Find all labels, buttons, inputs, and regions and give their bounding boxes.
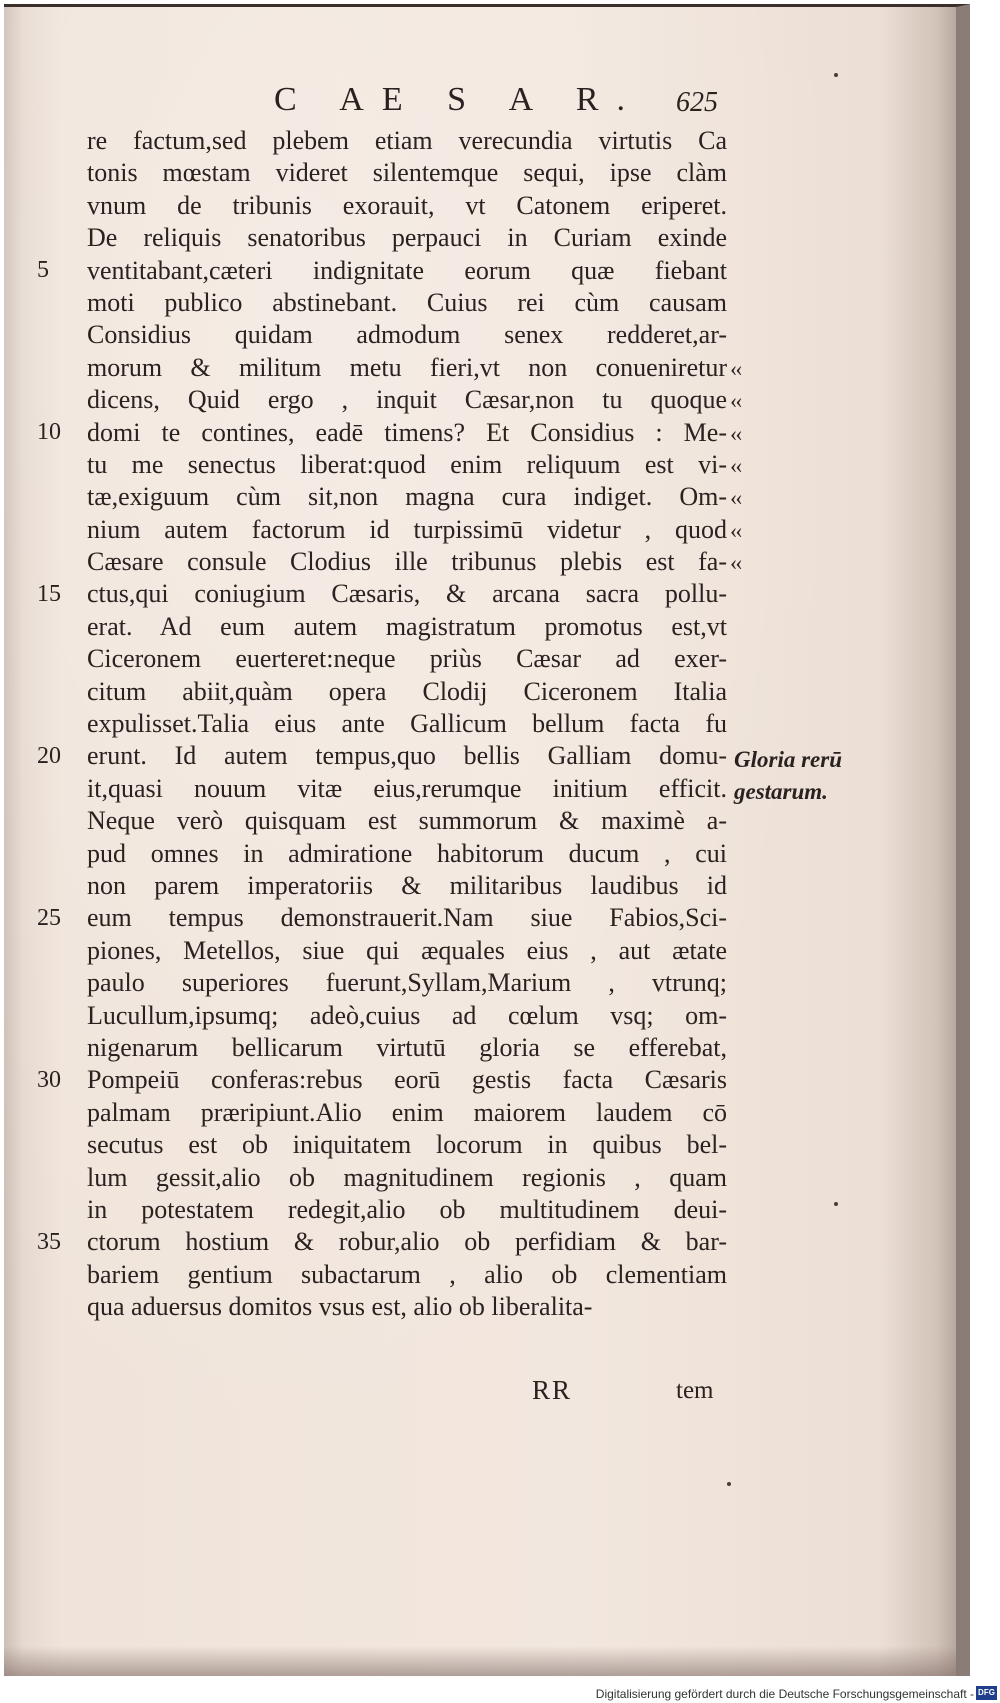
line-number: 5 (37, 256, 49, 283)
text-line: paulo superiores fuerunt,Syllam,Marium , vtrunq; (87, 968, 727, 998)
running-head: C AE S A R. (274, 81, 644, 118)
footer-credit: Digitalisierung gefördert durch die Deutsche Forschungsgemeinschaft - (595, 1687, 974, 1701)
quotation-mark: ‹‹ (730, 485, 741, 511)
text-line: in potestatem redegit,alio ob multitudinem deui- (87, 1194, 727, 1224)
text-line: erunt. Id autem tempus,quo bellis Galliam domu- (87, 741, 727, 771)
text-line: Lucullum,ipsumq; adeò,cuius ad cœlum vsq; om- (87, 1000, 727, 1030)
text-line: palmam præripiunt.Alio enim maiorem laudem cō (87, 1097, 727, 1127)
text-line: moti publico abstinebant. Cuius rei cùm causam (87, 287, 727, 317)
line-number: 25 (37, 904, 61, 931)
text-line: vnum de tribunis exorauit, vt Catonem eriperet. (87, 190, 727, 220)
main-text-block (87, 125, 727, 1323)
line-number: 15 (37, 580, 61, 607)
page-header (4, 81, 956, 125)
text-line: domi te contines, eadē timens? Et Considius : Me- (87, 417, 727, 447)
text-line: Pompeiū conferas:rebus eorū gestis facta Cæsaris (87, 1065, 727, 1095)
line-number: 30 (37, 1066, 61, 1093)
dfg-logo: DFG (976, 1686, 997, 1700)
marginal-note-line: Gloria rerū (734, 747, 842, 772)
text-line: De reliquis senatoribus perpauci in Curiam exinde (87, 223, 727, 253)
text-line: Cæsare consule Clodius ille tribunus plebis est fa- (87, 547, 727, 577)
line-number: 10 (37, 418, 61, 445)
quotation-mark: ‹‹ (730, 550, 741, 576)
text-line: dicens, Quid ergo , inquit Cæsar,non tu quoque (87, 385, 727, 415)
text-line: morum & militum metu fieri,vt non conueniretur (87, 352, 727, 382)
text-line: ctorum hostium & robur,alio ob perfidiam & bar- (87, 1227, 727, 1257)
marginal-note-line: gestarum. (734, 779, 828, 804)
text-line: pud omnes in admiratione habitorum ducum , cui (87, 838, 727, 868)
text-line: ventitabant,cæteri indignitate eorum quæ fiebant (87, 255, 727, 285)
text-line: tu me senectus liberat:quod enim reliquum est vi- (87, 449, 727, 479)
page-number: 625 (676, 87, 718, 118)
line-number: 20 (37, 742, 61, 769)
text-line: erat. Ad eum autem magistratum promotus est,vt (87, 611, 727, 641)
quotation-mark: ‹‹ (730, 420, 741, 446)
text-line: Considius quidam admodum senex redderet,ar- (87, 320, 727, 350)
text-line: ctus,qui coniugium Cæsaris, & arcana sacra pollu- (87, 579, 727, 609)
marginal-note (734, 744, 842, 808)
line-number: 35 (37, 1228, 61, 1255)
text-line: qua aduersus domitos vsus est, alio ob liberalita- (87, 1292, 593, 1322)
text-line: nium autem factorum id turpissimū videtur , quod (87, 514, 727, 544)
digitization-footer (0, 1686, 1000, 1703)
ink-speck (834, 1202, 838, 1206)
text-line: secutus est ob iniquitatem locorum in quibus bel- (87, 1130, 727, 1160)
text-line: bariem gentium subactarum , alio ob clementiam (87, 1259, 727, 1289)
quotation-mark: ‹‹ (730, 355, 741, 381)
text-line: tonis mœstam videret silentemque sequi, ipse clàm (87, 158, 727, 188)
quotation-mark: ‹‹ (730, 453, 741, 478)
signature-mark: RR (532, 1375, 573, 1405)
text-line: nigenarum bellicarum virtutū gloria se efferebat, (87, 1032, 727, 1062)
text-line: eum tempus demonstrauerit.Nam siue Fabios,Sci- (87, 903, 727, 933)
ink-speck (834, 73, 838, 77)
text-line: it,quasi nouum vitæ eius,rerumque initium efficit. (87, 773, 727, 803)
text-line: Ciceronem euerteret:neque priùs Cæsar ad exer- (87, 644, 727, 674)
text-line: lum gessit,alio ob magnitudinem regionis , quam (87, 1162, 727, 1192)
text-line: tæ,exiguum cùm sit,non magna cura indiget. Om- (87, 482, 727, 512)
text-line: piones, Metellos, siue qui æquales eius , aut ætate (87, 935, 727, 965)
text-line: citum abiit,quàm opera Clodij Ciceronem Italia (87, 676, 727, 706)
book-page (4, 4, 970, 1676)
page-edge-shadow (4, 1646, 956, 1676)
ink-speck (727, 1482, 731, 1486)
quotation-mark: ‹‹ (730, 388, 741, 414)
catchword: tem (676, 1377, 714, 1404)
quotation-mark: ‹‹ (730, 517, 741, 543)
text-line: Neque verò quisquam est summorum & maximè a- (87, 806, 727, 836)
text-line: re factum,sed plebem etiam verecundia virtutis Ca (87, 126, 727, 155)
text-line: expulisset.Talia eius ante Gallicum bellum facta fu (87, 709, 727, 739)
text-line: non parem imperatoriis & militaribus laudibus id (87, 870, 727, 900)
